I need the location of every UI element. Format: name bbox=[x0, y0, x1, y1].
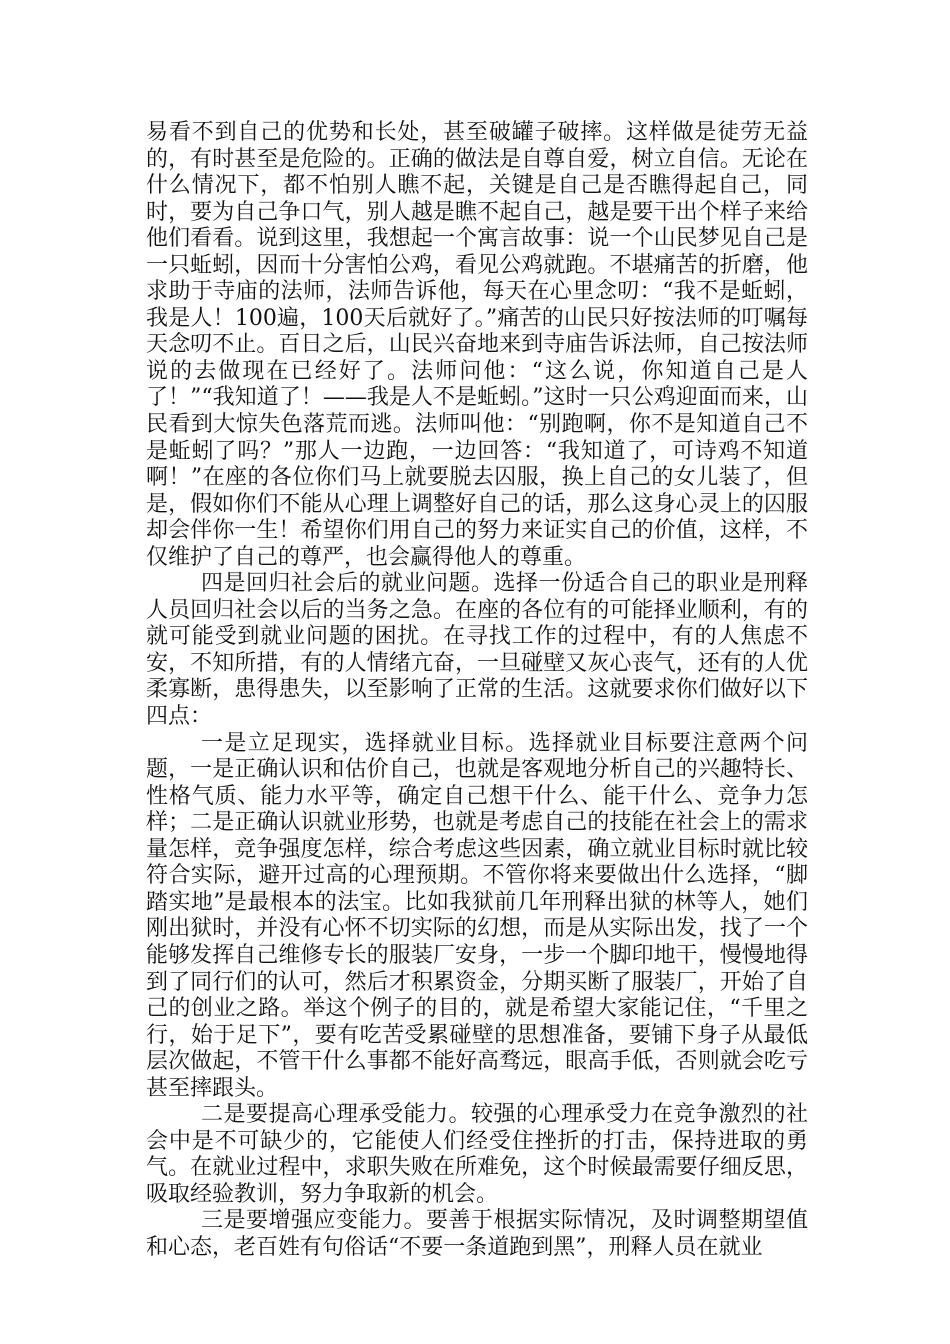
paragraph-continued: 易看不到自己的优势和长处，甚至破罐子破摔。这样做是徒劳无益的，有时甚至是危险的。正确的做法是自尊自爱，树立自信。无论在什么情况下，都不怕别人瞧不起，关键是自己是否瞧得起自己，同时，要为自己争口气，别人越是瞧不起自己，越是要干出个样子来给他们看看。说到这里，我想起一个寓言故事：说一个山民梦见自己是一只蚯蚓，因而十分害怕公鸡，看见公鸡就跑。不堪痛苦的折磨，他求助于寺庙的法师，法师告诉他，每天在心里念叨：“我不是蚯蚓，我是人！100遍，100天后就好了。”痛苦的山民只好按法师的叮嘱每天念叨不止。百日之后，山民兴奋地来到寺庙告诉法师，自己按法师说的去做现在已经好了。法师问他：“这么说，你知道自己是人了！”“我知道了！——我是人不是蚯蚓。”这时一只公鸡迎面而来，山民看到大惊失色落荒而逃。法师叫他：“别跑啊，你不是知道自己不是蚯蚓了吗？”那人一边跑，一边回答：“我知道了，可诗鸡不知道啊！”在座的各位你们马上就要脱去囚服，换上自己的女儿装了，但是，假如你们不能从心理上调整好自己的话，那么这身心灵上的囚服却会伴你一生！希望你们用自己的努力来证实自己的价值，这样，不仅维护了自己的尊严，也会赢得他人的尊重。 bbox=[146, 120, 808, 570]
document-body bbox=[146, 120, 808, 1262]
paragraph-point-one: 一是立足现实，选择就业目标。选择就业目标要注意两个问题，一是正确认识和估价自己，也就是客观地分析自己的兴趣特长、性格气质、能力水平等，确定自己想干什么、能干什么、竞争力怎样；二是正确认识就业形势，也就是考虑自己的技能在社会上的需求量怎样，竞争强度怎样，综合考虑这些因素，确立就业目标时就比较符合实际，避开过高的心理预期。不管你将来要做出什么选择，“脚踏实地”是最根本的法宝。比如我狱前几年刑释出狱的林等人，她们刚出狱时，并没有心怀不切实际的幻想，而是从实际出发，找了一个能够发挥自己维修专长的服装厂安身，一步一个脚印地干，慢慢地得到了同行们的认可，然后才积累资金，分期买断了服装厂，开始了自己的创业之路。举这个例子的目的，就是希望大家能记住，“千里之行，始于足下”，要有吃苦受累碰壁的思想准备，要铺下身子从最低层次做起，不管干什么事都不能好高骛远，眼高手低，否则就会吃亏甚至摔跟头。 bbox=[146, 730, 808, 1101]
paragraph-point-three: 三是要增强应变能力。要善于根据实际情况，及时调整期望值和心态，老百姓有句俗话“不要一条道跑到黑”，刑释人员在就业 bbox=[146, 1208, 808, 1260]
paragraph-point-two: 二是要提高心理承受能力。较强的心理承受力在竞争激烈的社会中是不可缺少的，它能使人们经受住挫折的打击，保持进取的勇气。在就业过程中，求职失败在所难免，这个时候最需要仔细反思，吸取经验教训，努力争取新的机会。 bbox=[146, 1102, 808, 1207]
paragraph-employment-issue: 四是回归社会后的就业问题。选择一份适合自己的职业是刑释人员回归社会以后的当务之急。在座的各位有的可能择业顺利，有的就可能受到就业问题的困扰。在寻找工作的过程中，有的人焦虑不安，不知所措，有的人情绪亢奋，一旦碰壁又灰心丧气，还有的人优柔寡断，患得患失，以至影响了正常的生活。这就要求你们做好以下四点： bbox=[146, 571, 808, 730]
